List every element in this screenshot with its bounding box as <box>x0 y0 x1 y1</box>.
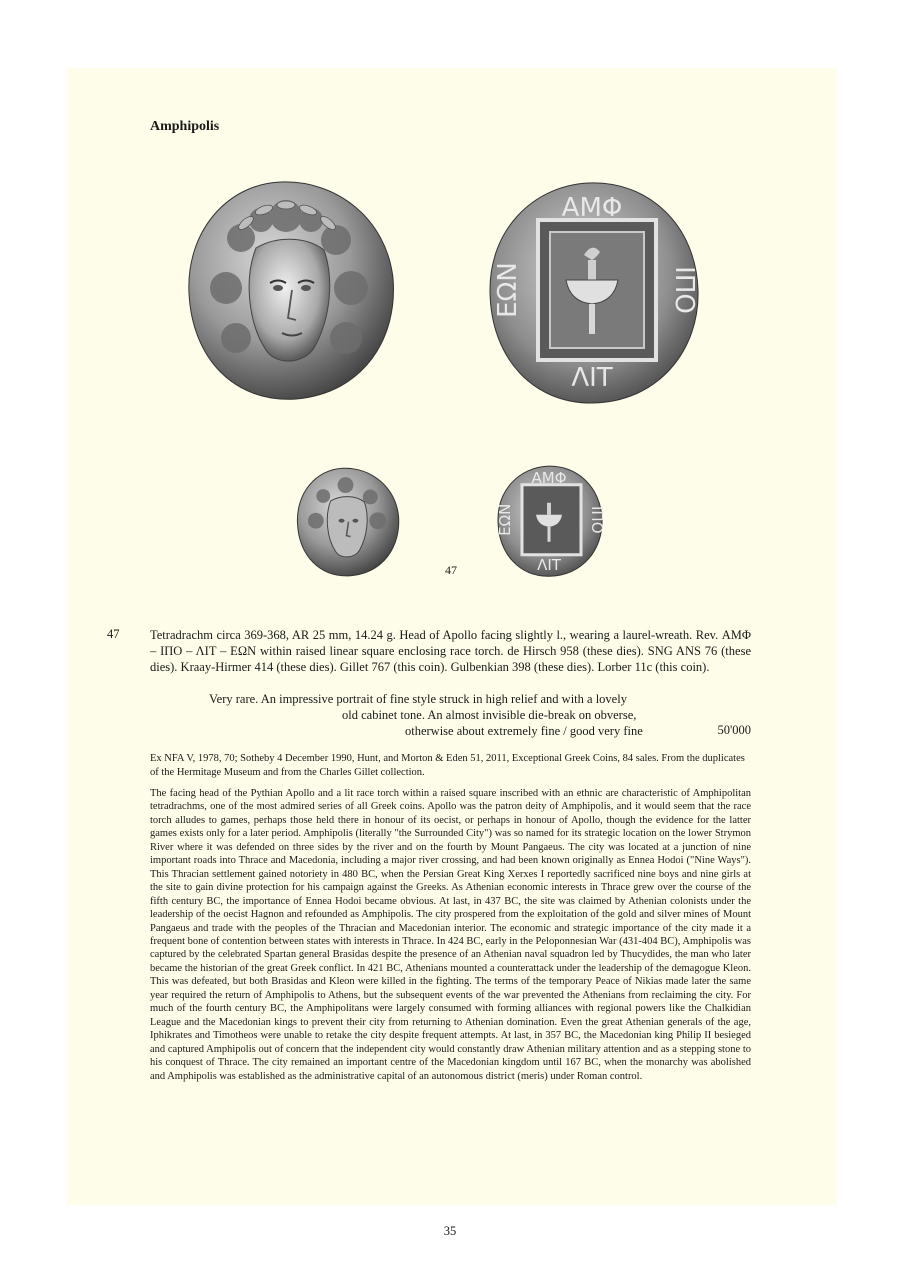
obverse-coin-large <box>186 178 396 403</box>
page-number: 35 <box>443 1224 457 1238</box>
grade-line-2: old cabinet tone. An almost invisible die-break on obverse, <box>342 708 637 722</box>
lot-number: 47 <box>107 627 120 641</box>
provenance-text: Ex NFA V, 1978, 70; Sotheby 4 December 1990, Hunt, and Morton & Eden 51, 2011, Exceptional Greek Coins, 84 sales. From the duplicates of the Hermitage Museum and from the Charles Gillet collection. <box>150 753 745 778</box>
legend-bottom-small: ΛΙΤ <box>537 555 561 574</box>
obverse-coin-small <box>296 466 400 578</box>
legend-left: ΕΩΝ <box>493 262 523 318</box>
legend-bottom: ΛΙΤ <box>571 363 613 393</box>
grade-line-3: otherwise about extremely fine / good very fine <box>405 724 643 738</box>
estimate-price: 50'000 <box>717 723 751 737</box>
reverse-coin-large <box>488 180 700 405</box>
section-title: Amphipolis <box>150 119 220 134</box>
legend-left-small: ΕΩΝ <box>496 503 514 536</box>
legend-top: ΑΜΦ <box>561 193 623 223</box>
legend-right-small: ΙΠΟ <box>588 505 606 534</box>
historical-essay: The facing head of the Pythian Apollo and a lit race torch within a raised square inscribed with an ethnic are characteristic of Amphipolitan tetradrachms, one of the most admired series of all Greek coins. Apollo was the patron deity of Amphipolis, and it would seem that the race torch alludes to games, perhaps those held there in honour of its oecist, or perhaps in honour of Apollo, though the evidence for the latter games exists only for a later period. Amphipolis (literally "the Surrounded City") was so named for its strategic location on the lower Strymon River where it was defended on three sides by the river and on the fourth by Mount Pangaeus. The city was located at a junction of nine important roads into Thrace and Macedonia, including a major river crossing, and had been known originally as Ennea Hodoi ("Nine Ways"). This Thracian settlement gained notoriety in 480 BC, when the Persian Great King Xerxes I reportedly sacrificed nine boys and nine girls at the site to gain divine protection for his campaign against the Greeks. As Athenian economic interests in Thrace grew over the course of the fifth century BC, the importance of Ennea Hodoi became obvious. At last, in 437 BC, the site was claimed by Athenian colonists under the leadership of the oecist Hagnon and refounded as Amphipolis. The city prospered from the exploitation of the gold and silver mines of Mount Pangaeus and trade with the peoples of the Thracian and Macedonian interior. The economic and strategic importance of the city made it a frequent bone of contention between states with interests in Thrace. In 424 BC, early in the Peloponnesian War (431-404 BC), Amphipolis was captured by the celebrated Spartan general Brasidas despite the presence of an Athenian naval squadron led by Thucydides, the man who later became the historian of the great Greek conflict. In 421 BC, Athenians mounted a counterattack under the leadership of the demagogue Kleon. This was defeated, but both Brasidas and Kleon were killed in the fighting. The terms of the temporary Peace of Nikias made later the same year required the return of Amphipolis to Athens, but the subsequent events of the war prevented the Athenians from reclaiming the city. For much of the fourth century BC, the Amphipolitans were largely consumed with forming alliances with regional powers like the Chalkidian League and the Macedonian kings to prevent their city from returning to Athenian domination. Even the great Athenian generals of the age, Iphikrates and Timotheos were unable to retake the city despite frequent attempts. At last, in 357 BC, the Macedonian king Philip II besieged and captured Amphipolis out of concern that the independent city would constantly draw Athenian military attention and as a stepping stone to his conquest of Thrace. The city remained an important centre of the Macedonian kingdom until 167 BC, when the monarchy was abolished and Amphipolis was established as the administrative capital of an autonomous district (meris) under Roman control. <box>150 788 751 1082</box>
legend-top-small: ΑΜΦ <box>531 468 567 487</box>
lot-description: Tetradrachm circa 369-368, AR 25 mm, 14.24 g. Head of Apollo facing slightly l., wearing a laurel-wreath. Rev. ΑΜΦ – ΙΠΟ – ΛΙΤ – ΕΩΝ within raised linear square enclosing race torch. de Hirsch 958 (these dies). SNG ANS 76 (these dies). Kraay-Hirmer 414 (these dies). Gillet 767 (this coin). Gulbenkian 398 (these dies). Lorber 11c (this coin). <box>150 628 751 674</box>
grade-line-1: Very rare. An impressive portrait of fine style struck in high relief and with a lovely <box>209 692 627 706</box>
coin-plate-number: 47 <box>445 563 457 577</box>
legend-right: ΙΠΟ <box>669 266 699 314</box>
reverse-coin-small <box>496 464 606 578</box>
